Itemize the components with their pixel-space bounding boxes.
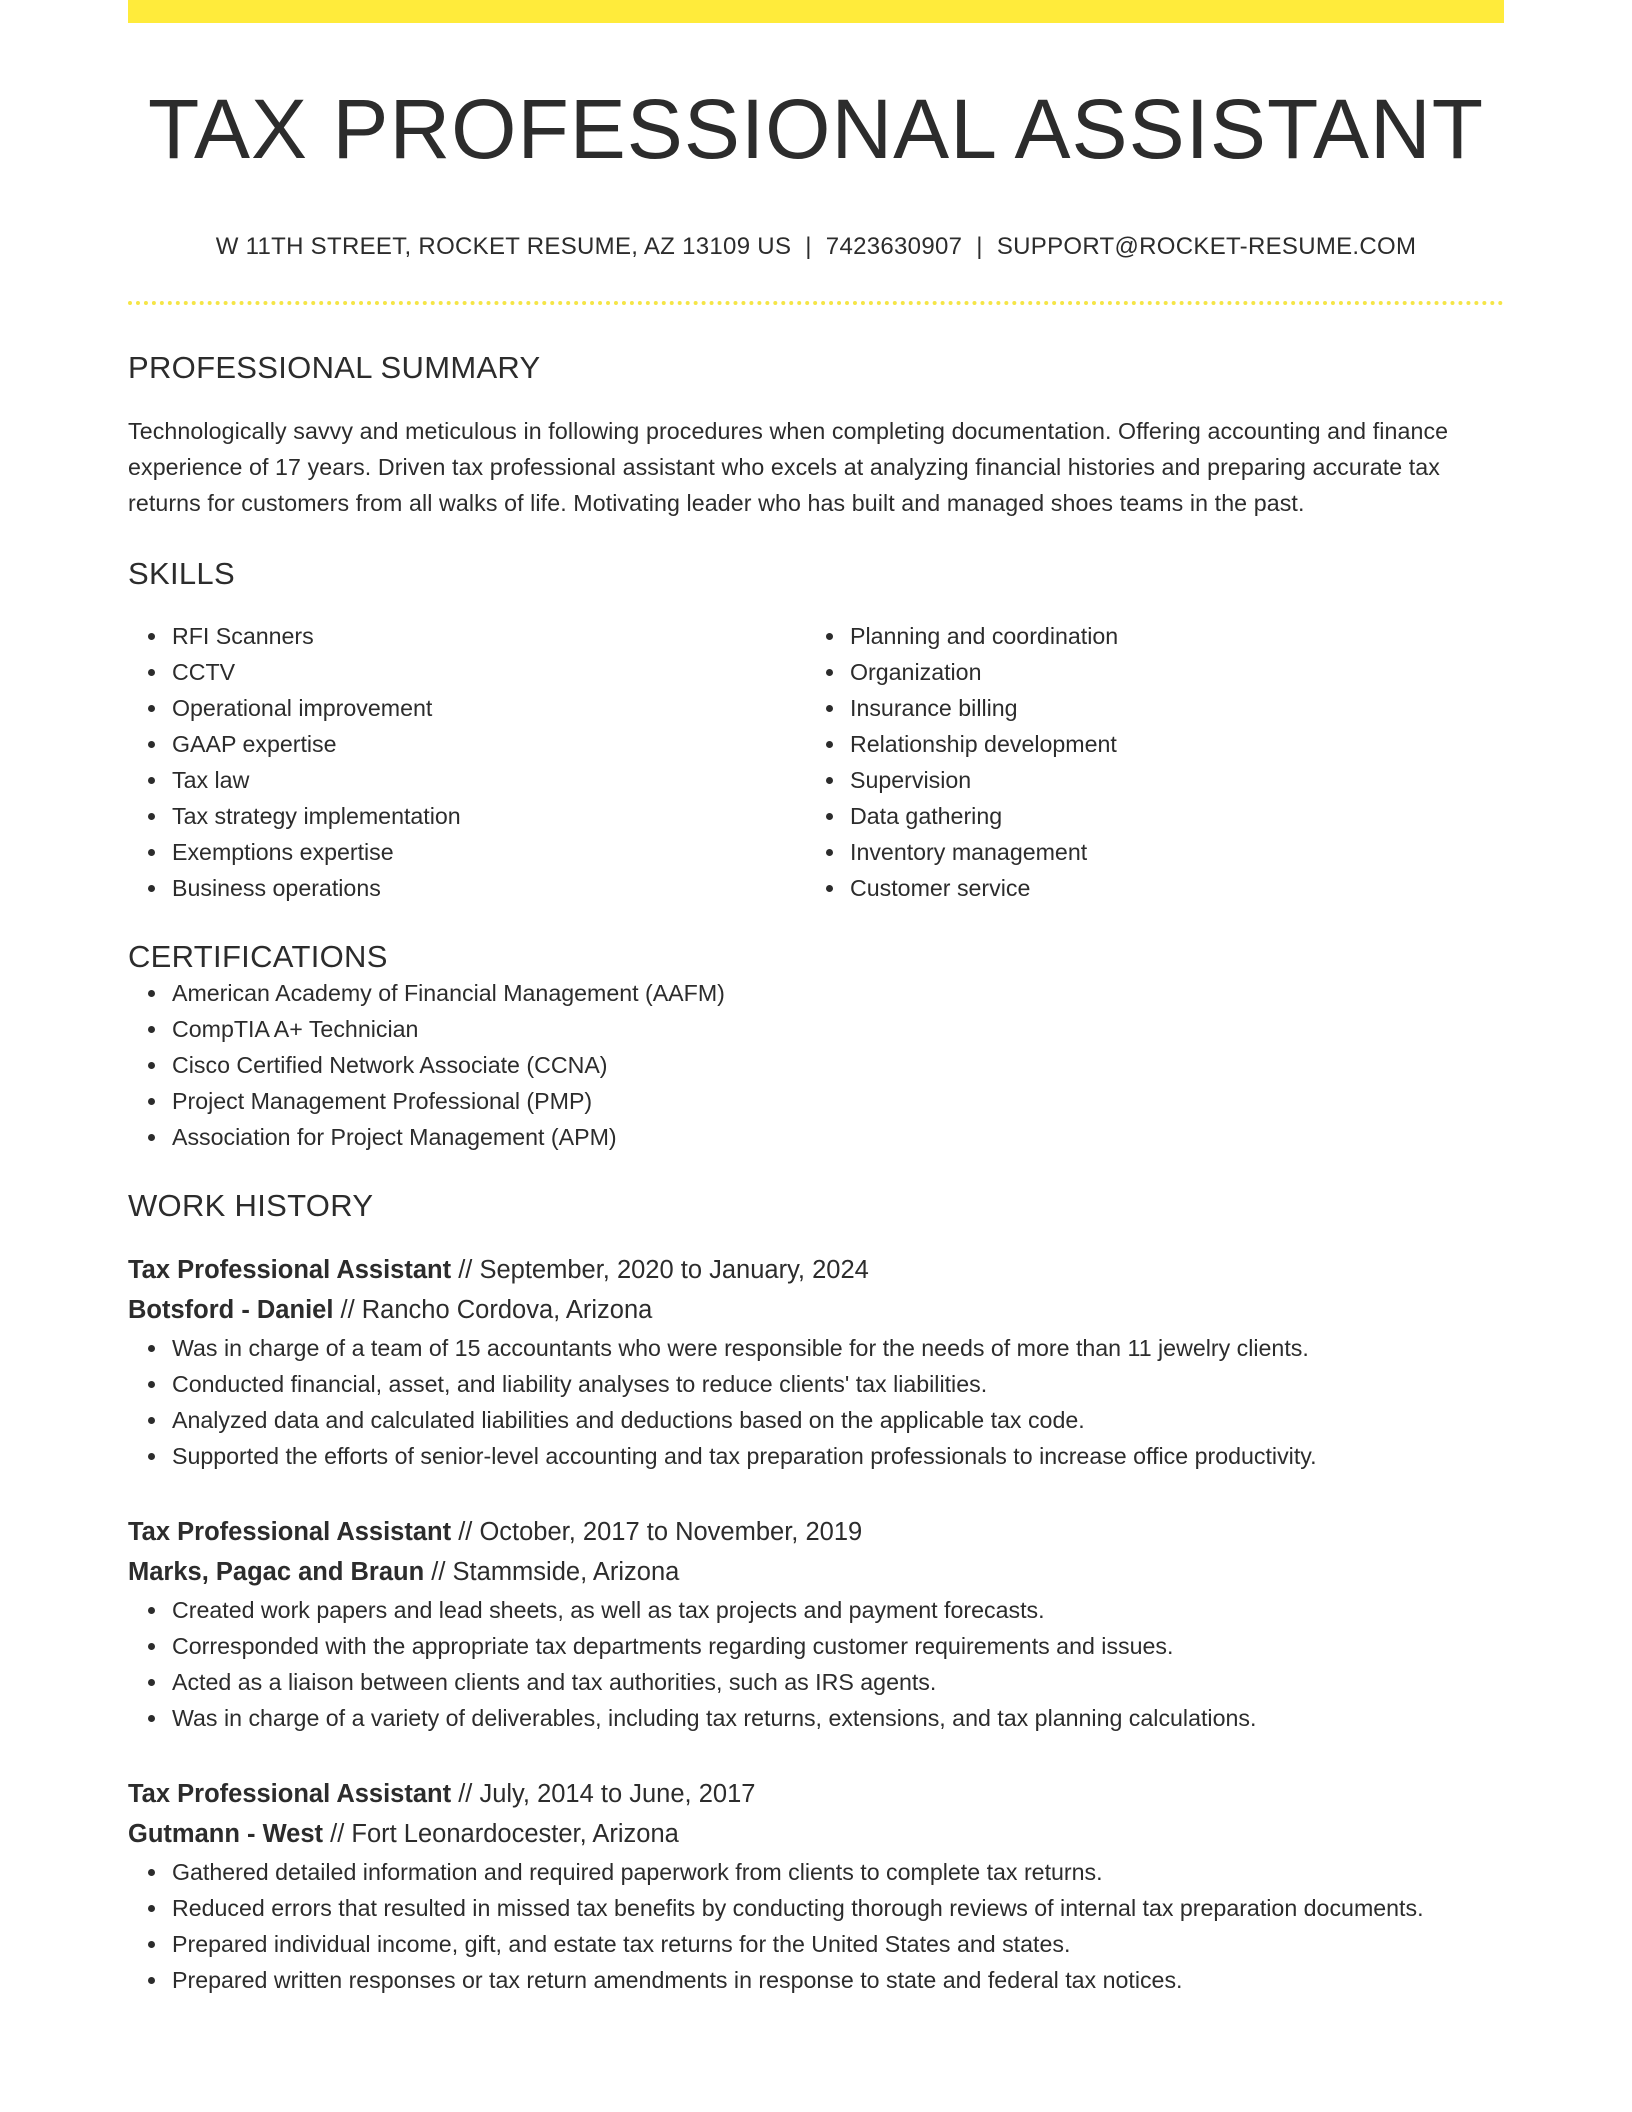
certification-item: Association for Project Management (APM): [172, 1119, 1504, 1155]
job-duties-list: [128, 1330, 1504, 1474]
job-dates: // September, 2020 to January, 2024: [451, 1256, 869, 1285]
job-role-line: [128, 1512, 1504, 1552]
certification-item: American Academy of Financial Management (AAFM): [172, 975, 1504, 1011]
skills-list-left: [128, 618, 806, 906]
skill-item: Customer service: [850, 870, 1484, 906]
job-duty: Prepared individual income, gift, and estate tax returns for the United States and states.: [172, 1926, 1504, 1962]
certification-item: Cisco Certified Network Associate (CCNA): [172, 1047, 1504, 1083]
job-entry: [128, 1512, 1504, 1736]
skill-item: Supervision: [850, 762, 1484, 798]
job-role: Tax Professional Assistant: [128, 1518, 452, 1547]
certifications-heading: CERTIFICATIONS: [128, 938, 388, 974]
job-location: // Stammside, Arizona: [424, 1558, 680, 1587]
job-role-line: [128, 1250, 1504, 1290]
skills-heading: SKILLS: [128, 555, 235, 591]
job-company: Marks, Pagac and Braun: [128, 1558, 425, 1587]
job-role-line: [128, 1774, 1504, 1814]
job-company: Gutmann - West: [128, 1820, 324, 1849]
job-entry: [128, 1250, 1504, 1474]
skill-item: Organization: [850, 654, 1484, 690]
job-duty: Reduced errors that resulted in missed tax benefits by conducting thorough reviews of internal tax preparation documents.: [172, 1890, 1504, 1926]
skill-item: Tax law: [172, 762, 806, 798]
job-company: Botsford - Daniel: [128, 1296, 334, 1325]
certifications-list: [128, 975, 1504, 1155]
job-dates: // July, 2014 to June, 2017: [451, 1780, 756, 1809]
skills-column-right: [806, 618, 1484, 906]
job-duty: Prepared written responses or tax return amendments in response to state and federal tax notices.: [172, 1962, 1504, 1998]
job-entry: [128, 1774, 1504, 1998]
contact-email: SUPPORT@ROCKET-RESUME.COM: [996, 233, 1417, 261]
job-duty: Corresponded with the appropriate tax departments regarding customer requirements and issues.: [172, 1628, 1504, 1664]
dotted-divider: [128, 301, 1504, 305]
job-company-line: [128, 1814, 1504, 1854]
skill-item: CCTV: [172, 654, 806, 690]
contact-phone: 7423630907: [825, 233, 963, 261]
work-history-heading: WORK HISTORY: [128, 1187, 374, 1223]
skill-item: Insurance billing: [850, 690, 1484, 726]
job-duty: Gathered detailed information and required paperwork from clients to complete tax returns.: [172, 1854, 1504, 1890]
skill-item: GAAP expertise: [172, 726, 806, 762]
skill-item: Tax strategy implementation: [172, 798, 806, 834]
contact-separator: |: [976, 233, 983, 261]
top-accent-bar: [128, 0, 1504, 23]
job-company-line: [128, 1290, 1504, 1330]
job-role: Tax Professional Assistant: [128, 1780, 452, 1809]
job-duty: Created work papers and lead sheets, as well as tax projects and payment forecasts.: [172, 1592, 1504, 1628]
job-duty: Supported the efforts of senior-level accounting and tax preparation professionals to increase office productivity.: [172, 1438, 1504, 1474]
skill-item: Relationship development: [850, 726, 1484, 762]
certification-item: CompTIA A+ Technician: [172, 1011, 1504, 1047]
job-company-line: [128, 1552, 1504, 1592]
skill-item: Operational improvement: [172, 690, 806, 726]
skills-list-right: [806, 618, 1484, 906]
job-duty: Acted as a liaison between clients and tax authorities, such as IRS agents.: [172, 1664, 1504, 1700]
contact-line: [128, 233, 1504, 261]
skill-item: Planning and coordination: [850, 618, 1484, 654]
contact-address: W 11TH STREET, ROCKET RESUME, AZ 13109 US: [215, 233, 792, 261]
job-duty: Was in charge of a team of 15 accountants who were responsible for the needs of more than 11 jewelry clients.: [172, 1330, 1504, 1366]
job-duties-list: [128, 1592, 1504, 1736]
skill-item: Business operations: [172, 870, 806, 906]
skill-item: Inventory management: [850, 834, 1484, 870]
resume-name: TAX PROFESSIONAL ASSISTANT: [147, 82, 1485, 176]
job-role: Tax Professional Assistant: [128, 1256, 452, 1285]
summary-heading: PROFESSIONAL SUMMARY: [128, 350, 541, 386]
job-duty: Was in charge of a variety of deliverables, including tax returns, extensions, and tax planning calculations.: [172, 1700, 1504, 1736]
skill-item: RFI Scanners: [172, 618, 806, 654]
job-location: // Rancho Cordova, Arizona: [333, 1296, 653, 1325]
job-duties-list: [128, 1854, 1504, 1998]
skill-item: Data gathering: [850, 798, 1484, 834]
summary-text: Technologically savvy and meticulous in following procedures when completing documentation. Offering accounting and finance experience of 17 years. Driven tax professional assistant who excels at analyzing financial histories and preparing accurate tax returns for customers from all walks of life. Motivating leader who has built and managed shoes teams in the past.: [128, 417, 1449, 516]
skills-grid: [128, 618, 1504, 906]
contact-separator: |: [805, 233, 812, 261]
job-duty: Analyzed data and calculated liabilities and deductions based on the applicable tax code.: [172, 1402, 1504, 1438]
resume-page: [128, 0, 1504, 1998]
skills-column-left: [128, 618, 806, 906]
job-location: // Fort Leonardocester, Arizona: [323, 1820, 679, 1849]
skill-item: Exemptions expertise: [172, 834, 806, 870]
job-duty: Conducted financial, asset, and liability analyses to reduce clients' tax liabilities.: [172, 1366, 1504, 1402]
job-dates: // October, 2017 to November, 2019: [451, 1518, 863, 1547]
certification-item: Project Management Professional (PMP): [172, 1083, 1504, 1119]
